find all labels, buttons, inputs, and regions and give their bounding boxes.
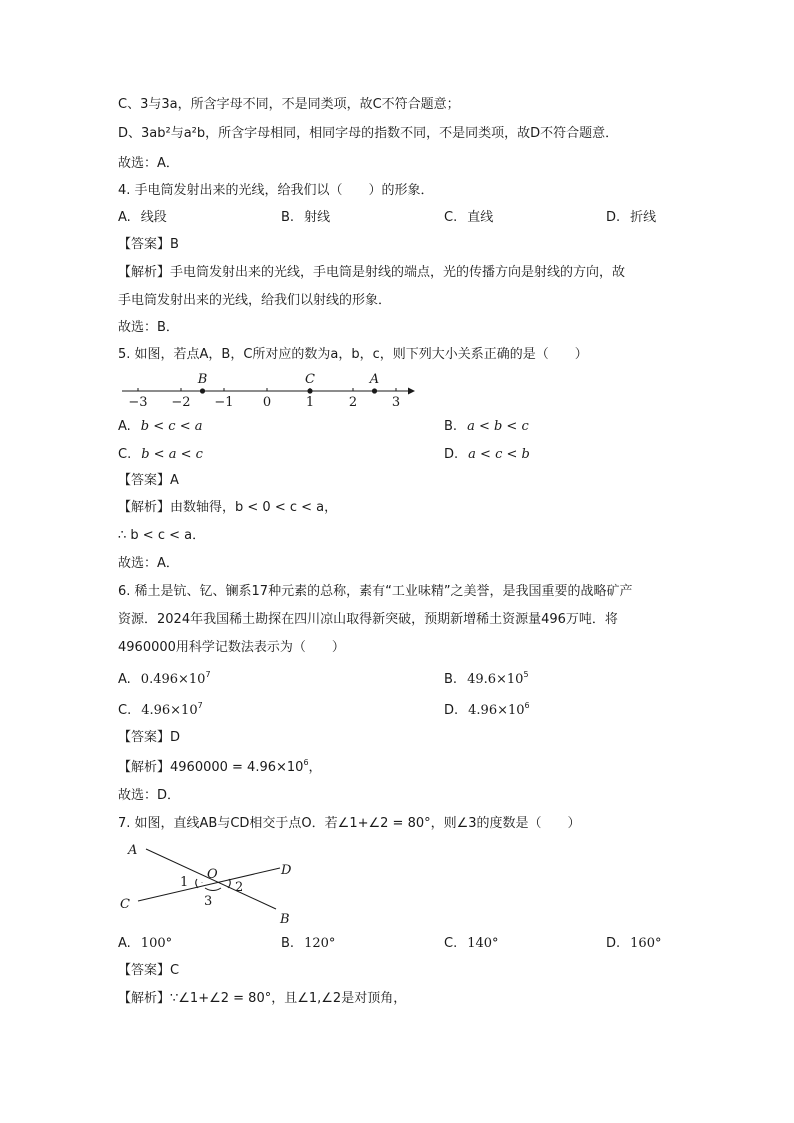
number-line-tick-label: −3 bbox=[128, 395, 148, 410]
number-line-arrow bbox=[408, 388, 415, 395]
number-line-tick-label: −2 bbox=[171, 395, 191, 410]
q6-option-a: A. $0.496\times 10^7$ bbox=[118, 670, 211, 687]
angle-arc-bottom bbox=[205, 888, 221, 891]
selection-line: 故选：A． bbox=[118, 156, 179, 171]
q4-option-d: D. 折线 bbox=[606, 210, 657, 225]
label-angle-3: 3 bbox=[204, 894, 213, 909]
number-line-point-label: C bbox=[305, 372, 315, 387]
q5-answer: 【答案】A bbox=[118, 473, 179, 488]
label-c: C bbox=[120, 897, 130, 912]
number-line-point-c bbox=[307, 388, 312, 393]
q5-option-d: D. a < c < b bbox=[444, 447, 530, 462]
q6-option-c: C. $4.96\times 10^7$ bbox=[118, 701, 203, 718]
intersecting-lines-figure bbox=[118, 838, 308, 930]
number-line-tick-label: 2 bbox=[348, 395, 358, 410]
q5-option-a: A. b < c < a bbox=[118, 419, 203, 434]
number-line-tick-label: 0 bbox=[262, 395, 272, 410]
q6-selection: 故选：D． bbox=[118, 788, 181, 803]
q6-option-d: D. $4.96\times 10^6$ bbox=[444, 701, 530, 718]
q4-option-b: B. 射线 bbox=[281, 210, 331, 225]
number-line-figure bbox=[118, 368, 418, 412]
number-line-point-label: B bbox=[197, 372, 208, 387]
number-line-tick-label: 1 bbox=[305, 395, 315, 410]
q4-selection: 故选：B． bbox=[118, 320, 179, 335]
q4-explanation-1: 【解析】手电筒发射出来的光线，手电筒是射线的端点，光的传播方向是射线的方向，故 bbox=[118, 265, 626, 280]
q7-option-a: A. 100° bbox=[118, 936, 173, 951]
q4-option-c: C. 直线 bbox=[444, 210, 494, 225]
label-o: O bbox=[207, 867, 218, 882]
label-angle-1: 1 bbox=[180, 875, 189, 890]
question-5-stem: 5. 如图，若点A，B，C所对应的数为a，b，c，则下列大小关系正确的是（ ） bbox=[118, 347, 588, 362]
q5-option-c: C. b < a < c bbox=[118, 447, 203, 462]
number-line-point-label: A bbox=[369, 372, 380, 387]
label-b: B bbox=[280, 912, 290, 927]
text-line: D、3ab²与a²b，所含字母相同，相同字母的指数不同，不是同类项，故D不符合题意． bbox=[118, 126, 619, 141]
q7-option-b: B. 120° bbox=[281, 936, 336, 951]
question-6-stem-3: 4960000用科学记数法表示为（ ） bbox=[118, 640, 345, 655]
q5-selection: 故选：A． bbox=[118, 556, 179, 571]
q5-explanation-1: 【解析】由数轴得，b < 0 < c < a， bbox=[118, 500, 338, 515]
question-4-stem: 4. 手电筒发射出来的光线，给我们以（ ）的形象． bbox=[118, 183, 434, 198]
number-line-tick-label: −1 bbox=[214, 395, 234, 410]
q4-explanation-2: 手电筒发射出来的光线，给我们以射线的形象． bbox=[118, 293, 392, 308]
question-6-stem-2: 资源．2024年我国稀土勘探在四川凉山取得新突破，预期新增稀土资源量496万吨．将 bbox=[118, 612, 618, 627]
question-6-stem-1: 6. 稀土是钪、钇、镧系17种元素的总称，素有“工业味精”之美誉，是我国重要的战略矿产 bbox=[118, 584, 633, 599]
q6-answer: 【答案】D bbox=[118, 730, 181, 745]
number-line-point-a bbox=[372, 388, 377, 393]
q6-option-b: B. $49.6\times 10^5$ bbox=[444, 670, 529, 687]
q5-explanation-2: ∴ b < c < a． bbox=[118, 528, 206, 543]
label-d: D bbox=[281, 863, 292, 878]
q7-option-d: D. 160° bbox=[606, 936, 662, 951]
number-line-point-b bbox=[200, 388, 205, 393]
q5-option-b: B. a < b < c bbox=[444, 419, 529, 434]
q4-option-a: A. 线段 bbox=[118, 210, 167, 225]
q4-answer: 【答案】B bbox=[118, 237, 179, 252]
q6-explanation: 【解析】$4960000 = 4.96\times 10^6$， bbox=[118, 758, 322, 775]
question-7-stem: 7. 如图，直线AB与CD相交于点O．若∠1+∠2 = 80°，则∠3的度数是（ ） bbox=[118, 816, 581, 831]
text-line: C、3与3a，所含字母不同，不是同类项，故C不符合题意； bbox=[118, 97, 460, 112]
q7-explanation: 【解析】∵∠1+∠2 = 80°，且∠1,∠2是对顶角， bbox=[118, 991, 407, 1006]
label-a: A bbox=[128, 843, 138, 858]
q7-option-c: C. 140° bbox=[444, 936, 499, 951]
number-line-tick-label: 3 bbox=[391, 395, 401, 410]
label-angle-2: 2 bbox=[235, 880, 244, 895]
q7-answer: 【答案】C bbox=[118, 963, 180, 978]
